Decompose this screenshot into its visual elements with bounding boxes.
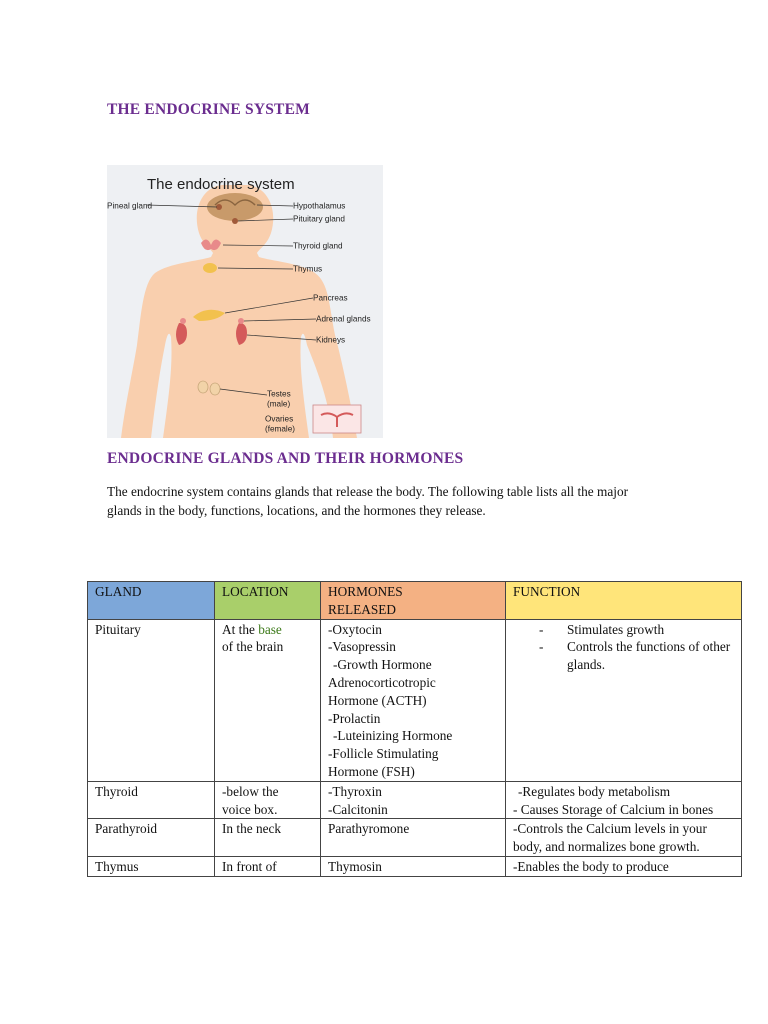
hormones-cell: Parathyromone <box>321 819 506 857</box>
label-testes: Testes <box>267 389 291 399</box>
function-item <box>513 638 735 674</box>
label-pineal-gland: Pineal gland <box>107 201 153 211</box>
endocrine-diagram-svg <box>107 165 383 438</box>
hormone-item: Hormone (FSH) <box>328 763 415 779</box>
table-row <box>88 819 742 857</box>
function-cell <box>506 781 742 819</box>
gland-cell: Pituitary <box>88 619 215 781</box>
left-adrenal-shape <box>180 318 186 324</box>
table-header-row <box>88 582 742 620</box>
gland-cell: Thymus <box>88 856 215 876</box>
hormone-item: -Vasopressin <box>328 639 396 655</box>
function-text: Controls the functions of other glands. <box>567 639 731 673</box>
dash-marker: - <box>539 621 544 637</box>
endocrine-diagram <box>107 165 383 438</box>
header-hormones <box>321 582 506 620</box>
location-text: At the <box>222 621 259 637</box>
label-pancreas: Pancreas <box>313 293 348 303</box>
gland-cell: Thyroid <box>88 781 215 819</box>
function-cell: -Enables the body to produce <box>506 856 742 876</box>
label-pituitary-gland: Pituitary gland <box>293 214 345 224</box>
label-hypothalamus: Hypothalamus <box>293 201 346 211</box>
hormone-item: -Oxytocin <box>328 621 382 637</box>
location-cell <box>215 781 321 819</box>
hormone-item: -Growth Hormone <box>333 657 432 673</box>
page-title: THE ENDOCRINE SYSTEM <box>107 101 310 118</box>
header-location: LOCATION <box>215 582 321 620</box>
thymus-shape <box>203 263 217 273</box>
header-hormones-line1: HORMONES <box>328 584 403 599</box>
location-cell: In front of <box>215 856 321 876</box>
label-adrenal-glands: Adrenal glands <box>316 314 371 324</box>
label-ovaries: Ovaries <box>265 414 294 424</box>
header-function: FUNCTION <box>506 582 742 620</box>
table-row <box>88 781 742 819</box>
right-testis-shape <box>210 383 220 395</box>
label-testes-male: (male) <box>267 399 291 409</box>
function-text: Stimulates growth <box>567 621 665 637</box>
header-hormones-line2: RELEASED <box>328 601 396 617</box>
function-cell <box>506 619 742 781</box>
label-ovaries-female: (female) <box>265 424 296 434</box>
hormone-item: -Thyroxin <box>328 783 382 799</box>
intro-paragraph: The endocrine system contains glands that release the body. The following table lists all the major glands in the body, functions, locations, and the hormones they release. <box>107 484 629 518</box>
location-cell: In the neck <box>215 819 321 857</box>
left-testis-shape <box>198 381 208 393</box>
function-text: - Causes Storage of Calcium in bones <box>513 801 714 817</box>
label-kidneys: Kidneys <box>316 335 346 345</box>
gland-cell: Parathyroid <box>88 819 215 857</box>
table-row <box>88 619 742 781</box>
hormone-item: -Prolactin <box>328 710 381 726</box>
location-text: of the brain <box>222 639 284 655</box>
label-thymus: Thymus <box>293 264 323 274</box>
location-text: -below the <box>222 783 279 799</box>
label-thyroid-gland: Thyroid gland <box>293 241 343 251</box>
right-adrenal-shape <box>238 318 244 324</box>
hormone-item: Hormone (ACTH) <box>328 692 427 708</box>
hormones-cell <box>321 781 506 819</box>
diagram-title: The endocrine system <box>147 176 295 193</box>
table-row <box>88 856 742 876</box>
hormone-item: -Calcitonin <box>328 801 388 817</box>
pituitary-gland-shape <box>232 218 238 224</box>
location-text: voice box. <box>222 801 278 817</box>
glands-table <box>87 581 742 877</box>
header-gland: GLAND <box>88 582 215 620</box>
location-cell <box>215 619 321 781</box>
function-item <box>513 621 735 639</box>
dash-marker: - <box>539 639 544 655</box>
hormone-item: -Follicle Stimulating <box>328 746 439 762</box>
function-text: -Regulates body metabolism <box>518 783 671 799</box>
function-cell: -Controls the Calcium levels in your body, and normalizes bone growth. <box>506 819 742 857</box>
section-heading: ENDOCRINE GLANDS AND THEIR HORMONES <box>107 450 464 467</box>
hormone-item: Adrenocorticotropic <box>328 674 436 690</box>
hormones-cell <box>321 619 506 781</box>
function-list <box>513 621 735 674</box>
hormone-item: -Luteinizing Hormone <box>333 728 453 744</box>
location-highlight: base <box>258 621 282 637</box>
hormones-cell: Thymosin <box>321 856 506 876</box>
